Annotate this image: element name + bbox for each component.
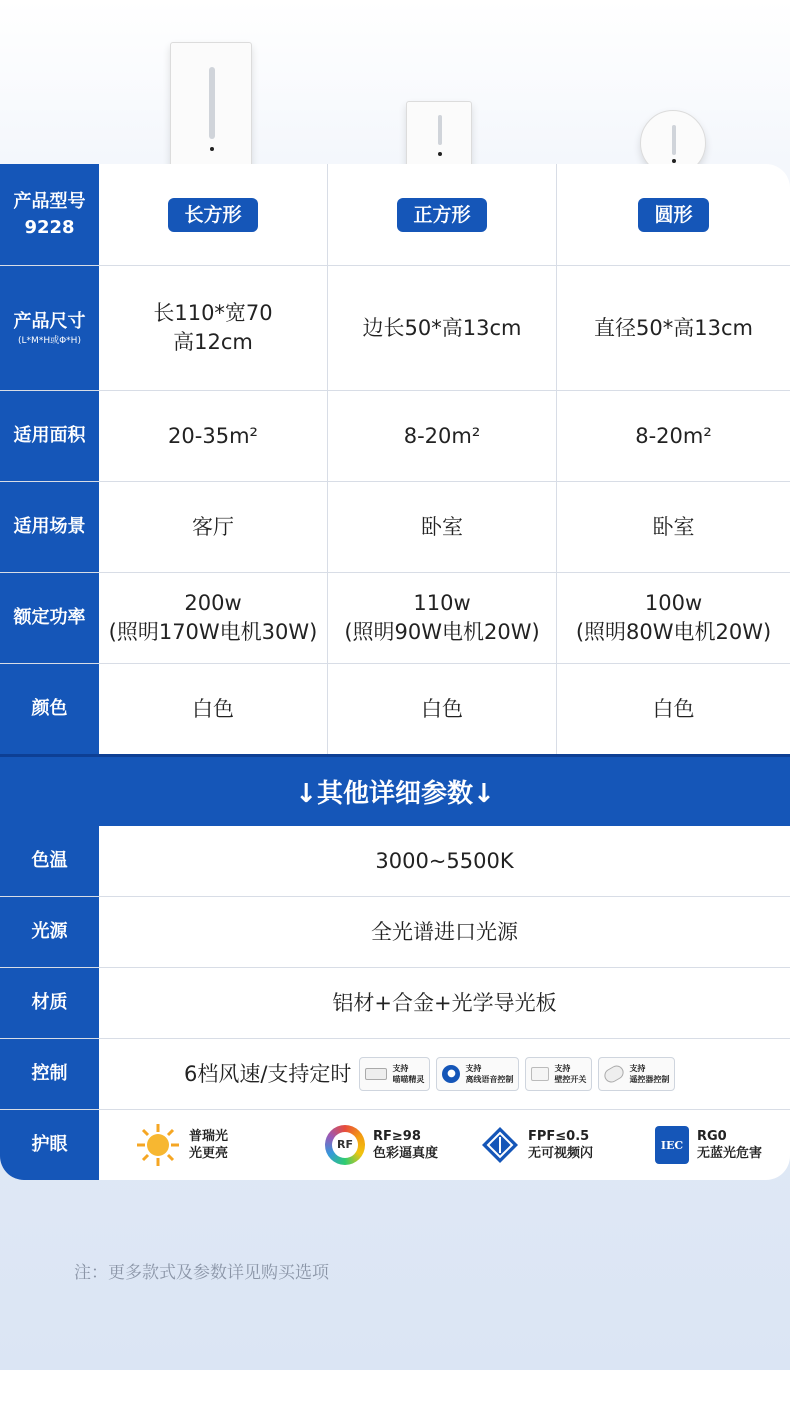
variant-pill-square: 正方形	[397, 198, 486, 232]
scene-label: 适用场景	[13, 516, 86, 537]
material-value: 铝材+合金+光学导光板	[332, 990, 557, 1015]
color-temp-row	[0, 826, 790, 896]
area-label: 适用面积	[13, 425, 86, 446]
power-value: 110w (照明90W电机20W)	[327, 573, 556, 663]
control-chip-voice: ● 支持 离线语音控制	[436, 1057, 519, 1091]
area-value: 20-35m²	[168, 423, 258, 448]
size-value: 直径50*高13cm	[556, 266, 790, 390]
color-temp-label: 色温	[31, 850, 68, 871]
scene-value: 卧室	[327, 482, 556, 572]
smart-speaker-icon	[365, 1068, 387, 1080]
footnote: 注：更多款式及参数详见购买选项	[74, 1263, 329, 1283]
microphone-icon: ●	[442, 1065, 460, 1083]
square-lamp-image	[406, 101, 472, 169]
power-value: 100w (照明80W电机20W)	[556, 573, 790, 663]
eye-care-row	[0, 1109, 790, 1180]
size-row	[0, 265, 790, 390]
color-row	[0, 663, 790, 754]
power-row	[0, 572, 790, 663]
control-chip-smart-speaker: 支持 喵喵精灵	[359, 1057, 430, 1091]
size-label: 产品尺寸 (L*M*H或Φ*H)	[13, 311, 86, 346]
area-value: 8-20m²	[327, 391, 556, 481]
iec-icon: IEC	[655, 1126, 689, 1164]
rectangle-lamp-image	[170, 42, 252, 170]
eye-care-item: 普瑞光 光更亮	[135, 1110, 228, 1180]
control-chip-remote: 支持 遥控器控制	[598, 1057, 675, 1091]
model-label: 产品型号 9228	[13, 190, 86, 238]
flicker-free-icon	[480, 1125, 520, 1165]
color-value: 白色	[192, 696, 234, 721]
size-value: 长110*宽70 高12cm	[153, 301, 273, 354]
control-row	[0, 1038, 790, 1109]
light-source-label: 光源	[31, 921, 68, 942]
control-label: 控制	[31, 1063, 68, 1084]
wall-switch-icon	[531, 1067, 549, 1081]
eye-care-label: 护眼	[31, 1134, 68, 1155]
control-value: 6档风速/支持定时	[184, 1061, 352, 1086]
color-label: 颜色	[31, 698, 68, 719]
material-row	[0, 967, 790, 1038]
scene-value: 卧室	[556, 482, 790, 572]
spec-table	[0, 164, 790, 1180]
color-value: 白色	[556, 664, 790, 754]
scene-value: 客厅	[192, 514, 234, 539]
variant-pill-round: 圆形	[638, 198, 708, 232]
eye-care-item: RF RF≥98 色彩逼真度	[325, 1110, 438, 1180]
material-label: 材质	[31, 992, 68, 1013]
model-row	[0, 164, 790, 265]
size-value: 边长50*高13cm	[327, 266, 556, 390]
eye-care-item: IEC RG0 无蓝光危害	[655, 1110, 762, 1180]
light-source-value: 全光谱进口光源	[371, 919, 518, 944]
light-source-row	[0, 896, 790, 967]
eye-care-item: FPF≤0.5 无可视频闪	[480, 1110, 593, 1180]
power-label: 额定功率	[13, 607, 86, 628]
other-params-banner: ↓其他详细参数↓	[0, 754, 790, 826]
power-value: 200w (照明170W电机30W)	[108, 591, 318, 644]
area-row	[0, 390, 790, 481]
control-chip-wall-switch: 支持 壁控开关	[525, 1057, 592, 1091]
color-temp-value: 3000~5500K	[375, 848, 514, 873]
rf-color-icon: RF	[325, 1125, 365, 1165]
remote-control-icon	[602, 1063, 626, 1085]
sun-icon	[135, 1122, 181, 1168]
scene-row	[0, 481, 790, 572]
area-value: 8-20m²	[556, 391, 790, 481]
variant-pill-rectangle: 长方形	[168, 198, 257, 232]
color-value: 白色	[327, 664, 556, 754]
